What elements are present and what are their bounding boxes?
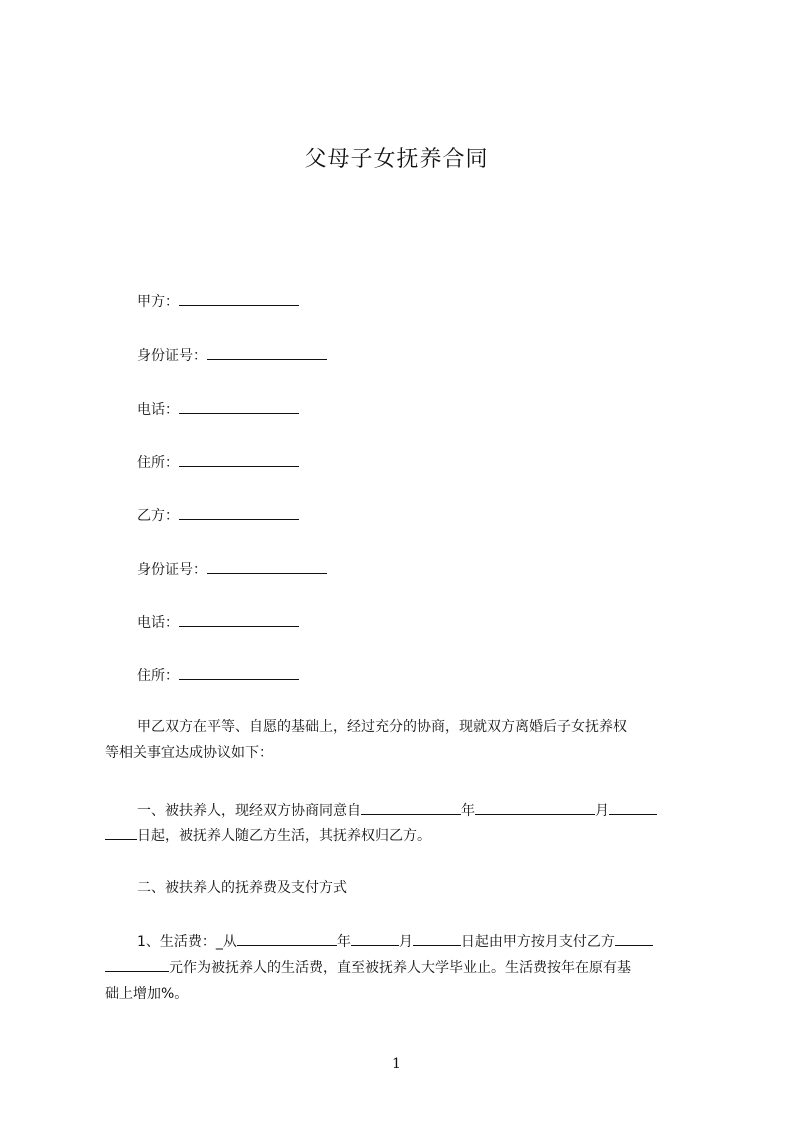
clause-1-month-blank <box>609 800 657 815</box>
document-title: 父母子女抚养合同 <box>304 147 489 172</box>
item-1-month-label: 月 <box>398 934 413 950</box>
party-b-id-label: 身份证号： <box>137 562 207 578</box>
clause-1-line-1 <box>137 800 657 821</box>
party-a-phone-field <box>137 399 299 420</box>
intro-line-1: 甲乙双方在平等、自愿的基础上，经过充分的协商，现就双方离婚后子女抚养权 <box>137 719 627 735</box>
clause-1-day-blank <box>105 825 137 840</box>
party-b-phone-label: 电话： <box>137 615 179 631</box>
party-a-name-label: 甲方： <box>137 294 179 310</box>
party-a-name-field <box>137 291 299 312</box>
party-a-id-label: 身份证号： <box>137 348 207 364</box>
intro-line-2: 等相关事宜达成协议如下： <box>105 745 273 761</box>
party-b-address-label: 住所： <box>137 668 179 684</box>
item-1-line-1 <box>137 931 653 952</box>
item-1-text-a: 1、生活费：_从 <box>137 934 237 950</box>
party-b-phone-field <box>137 612 299 633</box>
party-a-address-label: 住所： <box>137 455 179 471</box>
clause-1-text-b: 日起，被抚养人随乙方生活，其抚养权归乙方。 <box>137 828 431 844</box>
party-a-id-field <box>137 345 327 366</box>
party-b-address-blank <box>179 665 299 680</box>
party-b-name-blank <box>179 505 299 520</box>
party-a-name-blank <box>179 291 299 306</box>
item-1-line-3: 础上增加%。 <box>105 986 189 1002</box>
clause-1-text-a: 一、被扶养人，现经双方协商同意自 <box>137 803 361 819</box>
item-1-amount-blank-b <box>105 957 169 972</box>
item-1-year-blank <box>237 931 337 946</box>
party-b-address-field <box>137 665 299 686</box>
item-1-amount-blank-a <box>615 931 653 946</box>
item-1-text-c: 元作为被抚养人的生活费，直至被抚养人大学毕业止。生活费按年在原有基 <box>169 960 631 976</box>
item-1-year-label: 年 <box>336 934 351 950</box>
clause-2-heading: 二、被扶养人的抚养费及支付方式 <box>137 880 347 896</box>
clause-1-year-blank <box>475 800 595 815</box>
item-1-text-b: 日起由甲方按月支付乙方 <box>460 934 615 950</box>
party-a-phone-label: 电话： <box>137 402 179 418</box>
party-a-address-field <box>137 452 299 473</box>
page-number: 1 <box>392 1056 401 1072</box>
item-1-month-blank <box>351 931 399 946</box>
party-b-phone-blank <box>179 612 299 627</box>
party-a-phone-blank <box>179 399 299 414</box>
party-b-id-blank <box>207 559 327 574</box>
item-1-line-2 <box>105 957 631 978</box>
clause-1-year-label: 年 <box>461 803 475 819</box>
party-a-id-blank <box>207 345 327 360</box>
clause-1-line-2 <box>105 825 431 846</box>
clause-1-month-label: 月 <box>595 803 609 819</box>
party-b-name-field <box>137 505 299 526</box>
party-a-address-blank <box>179 452 299 467</box>
clause-1-start-blank <box>361 800 461 815</box>
party-b-name-label: 乙方： <box>137 508 179 524</box>
party-b-id-field <box>137 559 327 580</box>
item-1-day-blank <box>413 931 461 946</box>
